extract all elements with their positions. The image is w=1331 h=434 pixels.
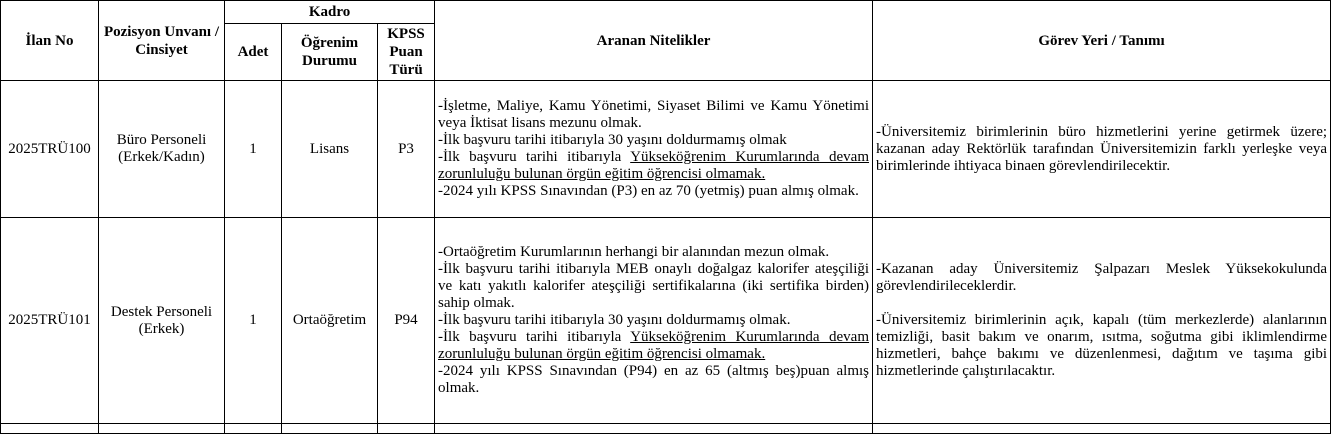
cell-ogrenim: Lisans [282, 81, 378, 218]
header-ogrenim: Öğrenim Durumu [282, 24, 378, 81]
cell-pozisyon: Büro Personeli (Erkek/Kadın) [99, 81, 225, 218]
cell-kpss: P3 [378, 81, 435, 218]
nitelik-line [438, 149, 869, 183]
nitelik-text: -İlk başvuru tarihi itibarıyla [438, 149, 631, 165]
header-kpss: KPSS Puan Türü [378, 24, 435, 81]
nitelik-line: -İşletme, Maliye, Kamu Yönetimi, Siyaset Bilimi ve Kamu Yönetimi veya İktisat lisans mezunu olmak. [438, 98, 870, 131]
empty-cell [435, 424, 873, 434]
nitelik-line: -İlk başvuru tarihi itibarıyla 30 yaşını doldurmamış olmak [438, 132, 787, 148]
nitelik-line [438, 329, 869, 363]
cell-gorev [873, 218, 1331, 424]
table-row [1, 424, 1331, 434]
header-gorev: Görev Yeri / Tanımı [873, 1, 1331, 81]
header-kadro: Kadro [225, 1, 435, 24]
paragraph-gap [876, 295, 1327, 312]
cell-ilan-no: 2025TRÜ101 [1, 218, 99, 424]
gorev-paragraph: -Üniversitemiz birimlerinin açık, kapalı (tüm merkezlerde) alanlarının temizliği, basit bakım ve onarım, ısıtma, soğutma gibi iklimlendirme hizmetleri, bahçe bakımı ve düzenlenmesi, dağıtım ve taşıma gibi hizmetlerinde çalıştırılacaktır. [876, 312, 1328, 379]
header-ilan-no: İlan No [1, 1, 99, 81]
header-nitelikler: Aranan Nitelikler [435, 1, 873, 81]
gorev-paragraph: -Kazanan aday Üniversitemiz Şalpazarı Meslek Yüksekokulunda görevlendirileceklerdir. [876, 261, 1328, 294]
empty-cell [282, 424, 378, 434]
cell-ogrenim: Ortaöğretim [282, 218, 378, 424]
cell-adet: 1 [225, 218, 282, 424]
empty-cell [378, 424, 435, 434]
cell-pozisyon: Destek Personeli (Erkek) [99, 218, 225, 424]
header-adet: Adet [225, 24, 282, 81]
cell-nitelikler [435, 81, 873, 218]
empty-cell [99, 424, 225, 434]
nitelik-line: -2024 yılı KPSS Sınavından (P3) en az 70 (yetmiş) puan almış olmak. [438, 183, 859, 199]
nitelik-line: -İlk başvuru tarihi itibarıyla MEB onaylı doğalgaz kalorifer ateşçiliği ve katı yakıtlı kalorifer ateşçiliği sertifikalarına (iki sertifika birden) sahip olmak. [438, 261, 870, 311]
cell-nitelikler [435, 218, 873, 424]
empty-cell [1, 424, 99, 434]
cell-gorev: -Üniversitemiz birimlerinin büro hizmetlerini yerine getirmek üzere; kazanan aday Rektörlük tarafından Üniversitemizin farklı yerleşke veya birimlerinde ihtiyaca binaen görevlendirilecektir. [873, 81, 1331, 218]
cell-adet: 1 [225, 81, 282, 218]
empty-cell [225, 424, 282, 434]
header-pozisyon: Pozisyon Unvanı / Cinsiyet [99, 1, 225, 81]
nitelik-underlined: Yükseköğrenim Kurumlarında devam zorunluluğu bulunan örgün eğitim öğrencisi olmamak. [438, 329, 870, 362]
cell-kpss: P94 [378, 218, 435, 424]
table-row [1, 81, 1331, 218]
nitelik-line: -2024 yılı KPSS Sınavından (P94) en az 65 (altmış beş)puan almış olmak. [438, 363, 870, 396]
nitelik-underlined: Yükseköğrenim Kurumlarında devam zorunluluğu bulunan örgün eğitim öğrencisi olmamak. [438, 149, 870, 182]
table-row [1, 218, 1331, 424]
nitelik-text: -İlk başvuru tarihi itibarıyla [438, 329, 631, 345]
nitelik-line: -Ortaöğretim Kurumlarının herhangi bir alanından mezun olmak. [438, 244, 830, 260]
cell-ilan-no: 2025TRÜ100 [1, 81, 99, 218]
empty-cell [873, 424, 1331, 434]
nitelik-line: -İlk başvuru tarihi itibarıyla 30 yaşını doldurmamış olmak. [438, 312, 791, 328]
